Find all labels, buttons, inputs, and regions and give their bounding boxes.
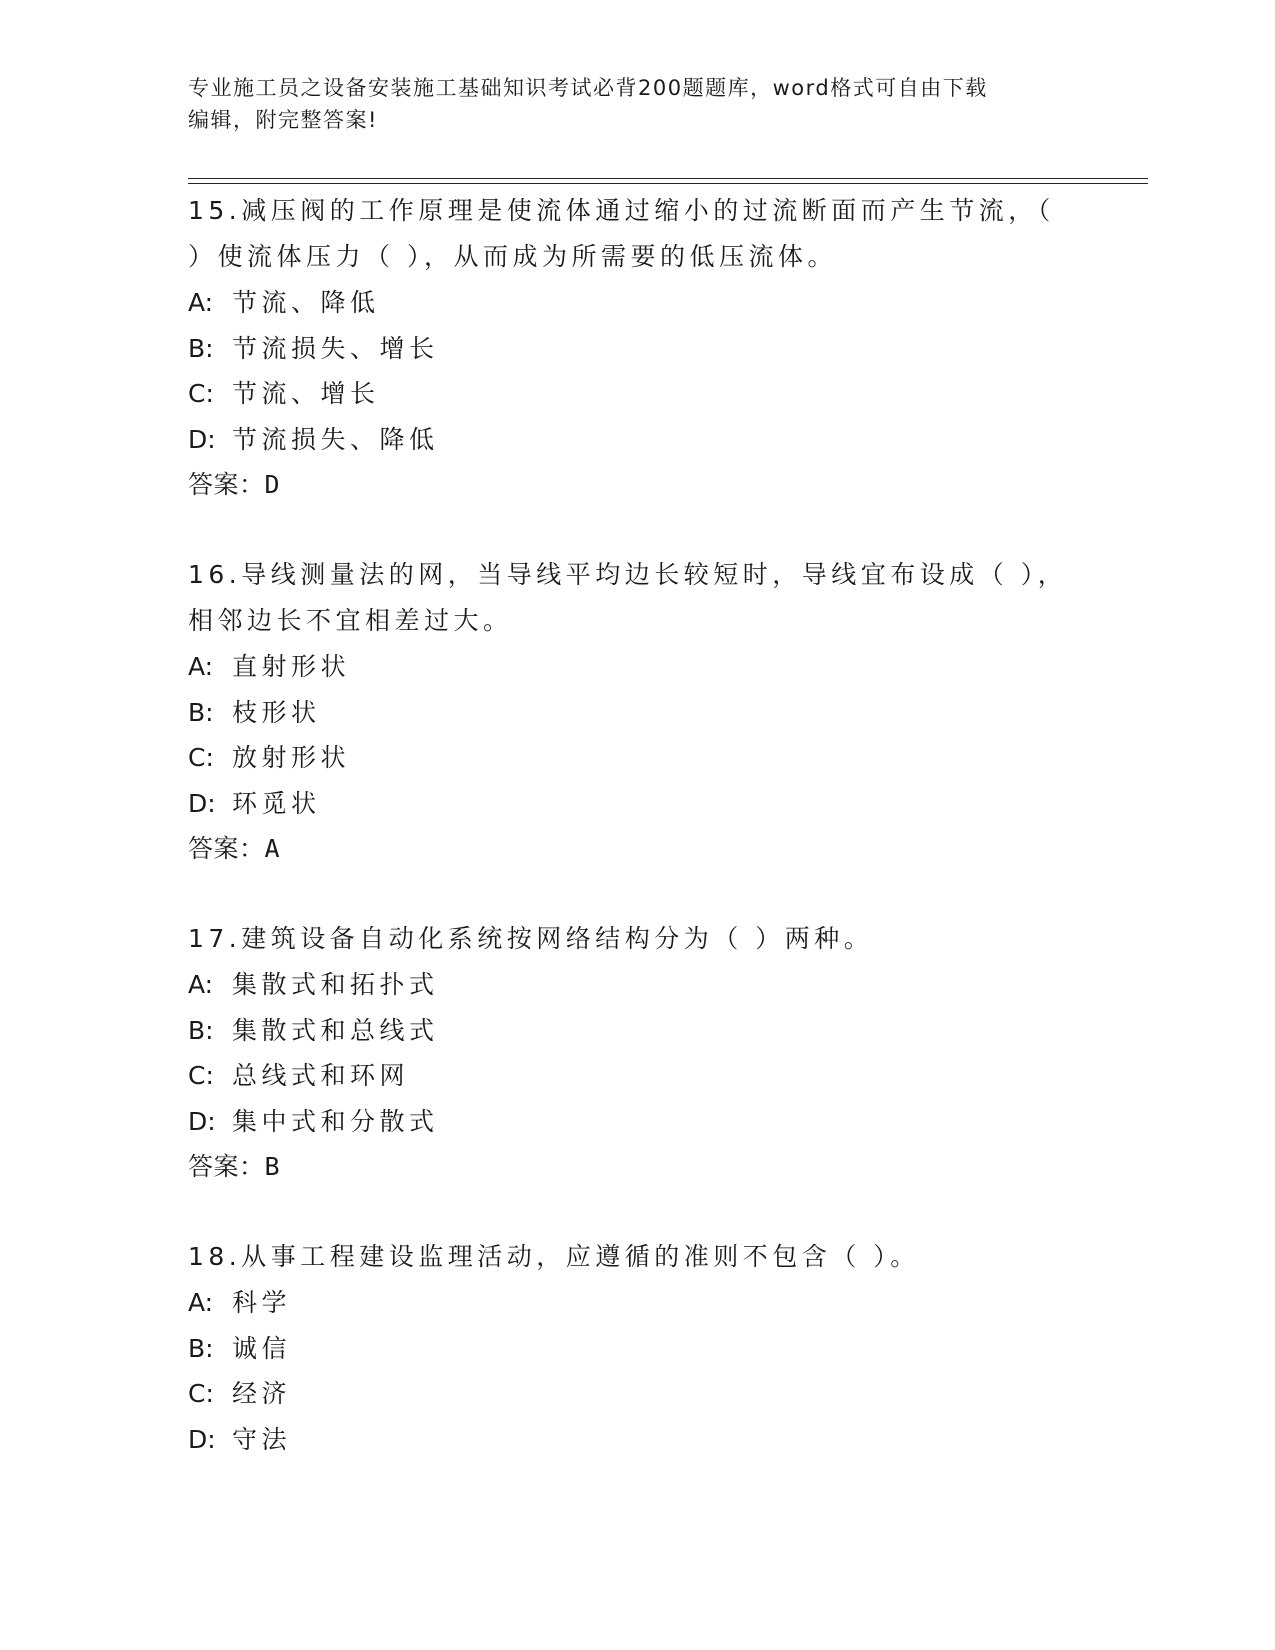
option-letter: C: (188, 1061, 214, 1090)
option-letter: A: (188, 1288, 214, 1317)
option-text: 经济 (232, 1379, 292, 1408)
option-c (188, 1053, 1068, 1099)
option-letter: A: (188, 970, 214, 999)
option-letter: B: (188, 697, 214, 727)
option-text: 放射形状 (232, 743, 351, 772)
option-text: 集散式和拓扑式 (232, 970, 439, 999)
question-stem-line: 18.从事工程建设监理活动，应遵循的准则不包含（ ）。 (188, 1242, 920, 1271)
option-text: 诚信 (232, 1333, 292, 1363)
option-letter: A: (188, 288, 214, 317)
answer-line (188, 462, 1068, 508)
option-d (188, 781, 1068, 827)
header-line-2: 编辑，附完整答案! (188, 108, 378, 132)
option-a (188, 280, 1068, 326)
option-a (188, 1280, 1068, 1326)
option-c (188, 735, 1068, 781)
option-c (188, 371, 1068, 417)
option-text: 科学 (232, 1288, 292, 1317)
question-17 (188, 916, 1068, 1190)
option-letter: D: (188, 1106, 216, 1136)
option-letter: D: (188, 424, 216, 454)
option-letter: C: (188, 743, 214, 772)
answer-value: D (264, 470, 281, 499)
option-d (188, 1417, 1068, 1463)
option-b (188, 1326, 1068, 1372)
option-letter: B: (188, 1015, 214, 1045)
question-stem-line: 相邻边长不宜相差过大。 (188, 606, 513, 635)
option-text: 节流、增长 (232, 379, 380, 408)
option-text: 节流、降低 (232, 288, 380, 317)
option-d (188, 1099, 1068, 1145)
answer-label: 答案： (188, 834, 265, 863)
answer-value: B (264, 1152, 281, 1181)
question-stem-line: ）使流体压力（ ），从而成为所需要的低压流体。 (188, 242, 837, 271)
question-stem-line: 16.导线测量法的网，当导线平均边长较短时，导线宜布设成（ ）， (188, 560, 1068, 589)
answer-line (188, 1144, 1068, 1190)
option-letter: B: (188, 333, 214, 363)
option-letter: D: (188, 1424, 216, 1454)
header-divider-top (188, 178, 1148, 179)
option-b (188, 326, 1068, 372)
answer-line (188, 826, 1068, 872)
option-b (188, 1008, 1068, 1054)
option-a (188, 644, 1068, 690)
option-b (188, 690, 1068, 736)
option-d (188, 417, 1068, 463)
option-a (188, 962, 1068, 1008)
option-c (188, 1371, 1068, 1417)
header-line-1: 专业施工员之设备安装施工基础知识考试必背200题题库，word格式可自由下载 (188, 76, 988, 100)
question-15 (188, 188, 1068, 508)
option-text: 节流损失、降低 (232, 424, 439, 454)
document-header (188, 72, 1068, 136)
option-text: 守法 (232, 1424, 292, 1454)
question-16 (188, 552, 1068, 872)
question-stem-line: 17.建筑设备自动化系统按网络结构分为（ ）两种。 (188, 924, 874, 953)
option-text: 枝形状 (232, 697, 321, 727)
option-text: 环觅状 (232, 788, 321, 818)
question-18 (188, 1234, 1068, 1462)
question-list (188, 188, 1068, 1462)
option-text: 集中式和分散式 (232, 1106, 439, 1136)
option-letter: C: (188, 1379, 214, 1408)
question-stem-line: 15.减压阀的工作原理是使流体通过缩小的过流断面而产生节流，（ (188, 196, 1055, 225)
option-text: 节流损失、增长 (232, 333, 439, 363)
option-text: 总线式和环网 (232, 1061, 410, 1090)
answer-label: 答案： (188, 470, 265, 499)
header-divider-bottom (188, 183, 1148, 184)
option-letter: B: (188, 1333, 214, 1363)
option-text: 集散式和总线式 (232, 1015, 439, 1045)
option-letter: C: (188, 379, 214, 408)
option-text: 直射形状 (232, 652, 351, 681)
answer-value: A (264, 834, 281, 863)
answer-label: 答案： (188, 1152, 265, 1181)
option-letter: D: (188, 788, 216, 818)
option-letter: A: (188, 652, 214, 681)
